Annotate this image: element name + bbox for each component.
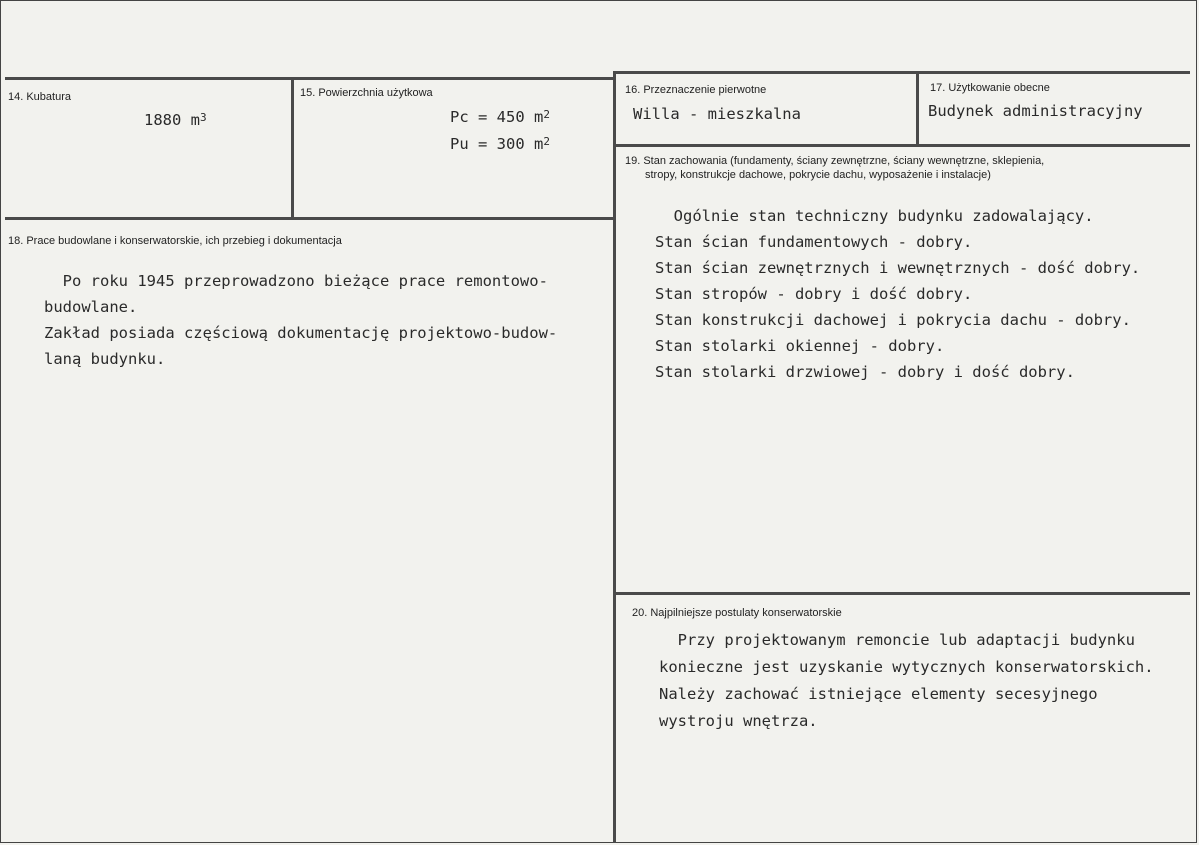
prace-line: Zakład posiada częściową dokumentację projektowo-budow- (44, 324, 558, 342)
rule-19 (615, 144, 1190, 147)
postulaty-label: 20. Najpilniejsze postulaty konserwatorskie (632, 607, 842, 619)
top-rule (5, 77, 615, 80)
powierzchnia-pc: Pc = 450 $m^2$ (450, 108, 550, 126)
rule-20 (615, 592, 1190, 595)
prace-line: Po roku 1945 przeprowadzono bieżące prace remontowo- (44, 272, 548, 290)
stan-line: Stan stropów - dobry i dość dobry. (655, 285, 973, 303)
stan-label: 19. Stan zachowania (fundamenty, ściany zewnętrzne, ściany wewnętrzne, sklepienia, (625, 155, 1045, 167)
przeznaczenie-value: Willa - mieszkalna (633, 105, 801, 123)
postulaty-line: Należy zachować istniejące elementy secesyjnego (659, 685, 1098, 703)
kubatura-value: 1880 $m^3$ (144, 111, 207, 129)
stan-line: Stan ścian fundamentowych - dobry. (655, 233, 973, 251)
postulaty-line: Przy projektowanym remoncie lub adaptacji budynku (659, 631, 1135, 649)
prace-line: budowlane. (44, 298, 138, 316)
uzytkowanie-value: Budynek administracyjny (928, 102, 1143, 120)
prace-label: 18. Prace budowlane i konserwatorskie, ich przebieg i dokumentacja (8, 235, 342, 247)
postulaty-line: konieczne jest uzyskanie wytycznych konserwatorskich. (659, 658, 1154, 676)
postulaty-text (659, 627, 1154, 735)
stan-line: Stan ścian zewnętrznych i wewnętrznych - dość dobry. (655, 259, 1141, 277)
uzytkowanie-label: 17. Użytkowanie obecne (930, 82, 1050, 94)
prace-text (44, 268, 557, 372)
kubatura-label: 14. Kubatura (8, 91, 71, 103)
stan-line: Stan stolarki drzwiowej - dobry i dość dobry. (655, 363, 1075, 381)
powierzchnia-pu: Pu = 300 $m^2$ (450, 135, 550, 153)
top-rule-right (615, 71, 1190, 74)
divider-main (613, 71, 616, 843)
przeznaczenie-label: 16. Przeznaczenie pierwotne (625, 84, 767, 96)
powierzchnia-label: 15. Powierzchnia użytkowa (300, 87, 433, 99)
divider-16-17 (916, 71, 919, 147)
prace-line: laną budynku. (44, 350, 166, 368)
stan-label-2: stropy, konstrukcje dachowe, pokrycie dachu, wyposażenie i instalacje) (645, 169, 991, 181)
stan-line: Ogólnie stan techniczny budynku zadowalający. (655, 207, 1094, 225)
stan-line: Stan stolarki okiennej - dobry. (655, 337, 945, 355)
stan-line: Stan konstrukcji dachowej i pokrycia dachu - dobry. (655, 311, 1131, 329)
stan-text (655, 203, 1140, 385)
rule-18 (5, 217, 615, 220)
divider-14-15 (291, 77, 294, 220)
postulaty-line: wystroju wnętrza. (659, 712, 818, 730)
